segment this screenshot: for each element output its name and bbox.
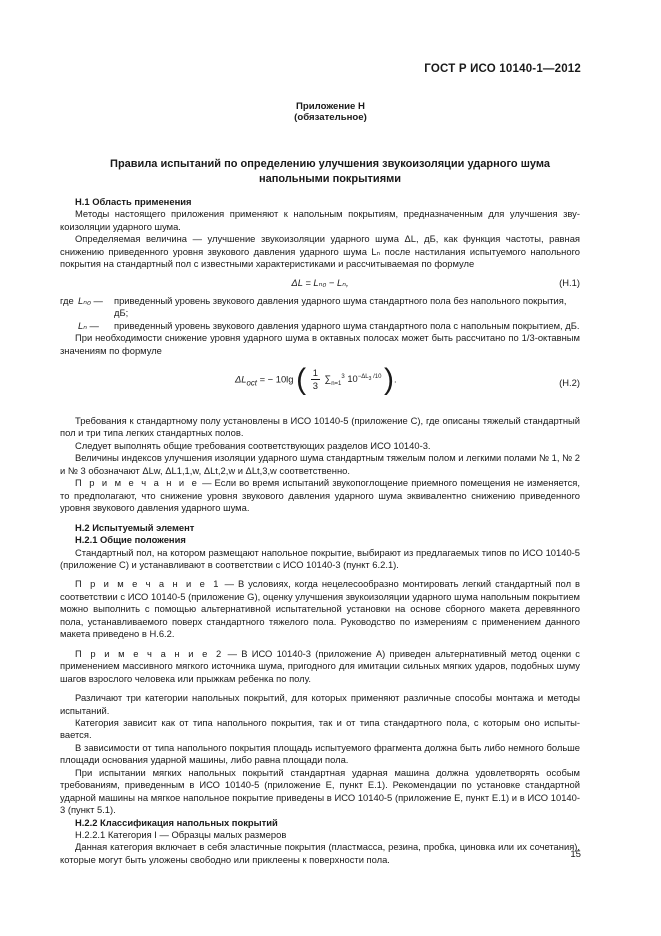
note-label: П р и м е ч а н и е [75,477,200,489]
annex-title-line-2: напольными покрытиями [258,173,402,185]
subsection-heading: Н.2.1 Общие положения [75,534,186,546]
annex-label: Приложение Н [296,101,365,112]
spacer [60,641,580,648]
note-label: П р и м е ч а н и е 1 [75,578,221,590]
subsubsection-heading: Н.2.2.1 Категория I — Образцы малых размеров [75,829,287,841]
equation-formula: ΔL = Lₙ₀ − Lₙ, [291,276,349,288]
page-number: 15 [570,849,581,860]
paragraph: Определяемая величина — улучшение звукоизоляции ударного шума ΔL, дБ, как функция частоты, равная снижению приведенного уровня звукового давления ударного шума Lₙ после настилания испытуемого напольного покрытия на стандартный пол с известными характеристиками и рассчитываемая по формуле [60,233,580,270]
document-body [60,196,580,866]
paragraph: Категория зависит как от типа напольного покрытия, так и от типа стандартного пола, с которым оно испытывается. [60,716,580,741]
bracket-right: ) [384,362,395,396]
equation-h1 [60,271,580,295]
equation-h2 [60,361,580,407]
equation-number: (Н.1) [559,276,580,288]
definition-where: где [60,294,74,306]
paragraph: Величины индексов улучшения изоляции ударного шума стандартным тяжелым полом и легкими полами № 1, № 2 и № 3 обозначают ΔLw, ΔL1,1,w, ΔLt,2,w и ΔLt,3,w соответственно. [60,452,580,476]
paragraph: Методы настоящего приложения применяют к напольным покрытиям, предназначенным для улучшения звукоизоляции ударного шума. [60,208,580,232]
note [60,578,580,640]
equation-formula: $\Delta L_{oct}$ = − 10lg ( $\frac{1}{3}$ $\sum_{n=1}^3$ $10^{-\Delta L_3 /10}$ ). [235,362,397,396]
equation-lhs: ΔL [235,373,247,385]
spacer [60,571,580,578]
definition-text: приведенный уровень звукового давления ударного шума стандартного пола с напольным покрытием, дБ. [114,319,580,331]
paragraph: При испытании мягких напольных покрытий стандартная ударная машина должна удовлетворять особым требованиям, приведенным в ИСО 10140-5 (приложение Е, пункт Е.1). Рекомендации по установке стандартной ударной машины на мягкое напольное покрытие приведены в ИСО 10140-5 (приложение Е, пункт Е.1) и в ИСО 10140-3 (пункт 5.1). [60,766,580,816]
note-text: — Если во время испытаний звукопоглощение приемного помещения не изменяется, то предполагают, что снижение уровня звукового давления ударного шума эквивалентно снижению приведенного уровня звукового давления ударного шума. [60,477,580,514]
note-text: — В условиях, когда нецелесообразно монтировать легкий стандартный пол в соответствии с ИСО 10140-5 (приложение G), оценку улучшения звукоизоляции ударного шума напольным покрытием можно выполнить с помощью альтернативной испытательной установки на основе сборного макета деревянного пола, устанавливаемого поверх стандартного тяжелого пола. Руководство по измерениям с применением данного макета приведено в Н.6.2. [60,578,580,640]
definition-row [60,295,580,320]
paragraph: В зависимости от типа напольного покрытия площадь испытуемого фрагмента должна быть либо немного больше площади основания ударной машины, либо равна площади пола. [60,741,580,766]
equation-number: (Н.2) [559,376,580,388]
equation-lhs-sub: oct [246,378,257,388]
sum-symbol: $\sum_{n=1}^3$ [324,373,345,388]
note-label: П р и м е ч а н и е 2 [75,647,224,659]
definition-symbol: Lₙ₀ — [78,294,103,306]
note [60,648,580,685]
fraction: $\frac{1}{3}$ [312,367,318,392]
paragraph: При необходимости снижение уровня ударного шума в октавных полосах может быть рассчитано по 1/3-октавным значениям по формуле [60,332,580,356]
note-text: — В ИСО 10140-3 (приложение А) приведен альтернативный метод оценки с применением массивного мягкого источника шума, пригодного для имитации сильных мягких ударов, подобных шуму шагов взрослого человека или прыжкам ребенка по полу. [60,647,580,684]
paragraph: Следует выполнять общие требования соответствующих разделов ИСО 10140-3. [75,439,431,451]
definition-row [60,320,580,332]
definition-text: приведенный уровень звукового давления ударного шума стандартного пола без напольного покрытия, дБ; [114,294,567,319]
spacer [60,685,580,692]
annex-status: (обязательное) [294,112,367,123]
spacer [60,515,580,522]
paragraph: Стандартный пол, на котором размещают напольное покрытие, выбирают из предлагаемых типов по ИСО 10140-5 (приложение С) и устанавливают в соответствии с ИСО 10140-3 (пункт 6.2.1). [60,546,580,570]
document-code: ГОСТ Р ИСО 10140-1—2012 [424,63,581,75]
paragraph: Данная категория включает в себя эластичные покрытия (пластмасса, резина, пробка, циновка или их сочетания), которые могут быть уложены свободно или приклеены к поверхности пола. [60,841,580,865]
section-heading: Н.2 Испытуемый элемент [75,521,195,533]
definition-spacer [60,320,78,332]
annex-title [80,157,580,187]
power-term: $10^{-\Delta L_3 /10}$ [347,373,382,385]
annex-title-line-1: Правила испытаний по определению улучшения звукоизоляции ударного шума [110,158,550,170]
definition-symbol: Lₙ — [78,319,99,331]
paragraph: Требования к стандартному полу установлены в ИСО 10140-5 (приложение С), где описаны тяжелый стандартный пол и три типа легких стандартных полов. [60,414,580,439]
subsection-heading: Н.2.2 Классификация напольных покрытий [75,816,278,828]
equation-mid: = − 10lg [259,373,294,385]
note [60,477,580,514]
section-heading: Н.1 Область применения [75,196,192,207]
paragraph: Различают три категории напольных покрытий, для которых применяют различные способы монтажа и методы испытаний. [60,692,580,716]
bracket-left: ( [296,362,307,396]
